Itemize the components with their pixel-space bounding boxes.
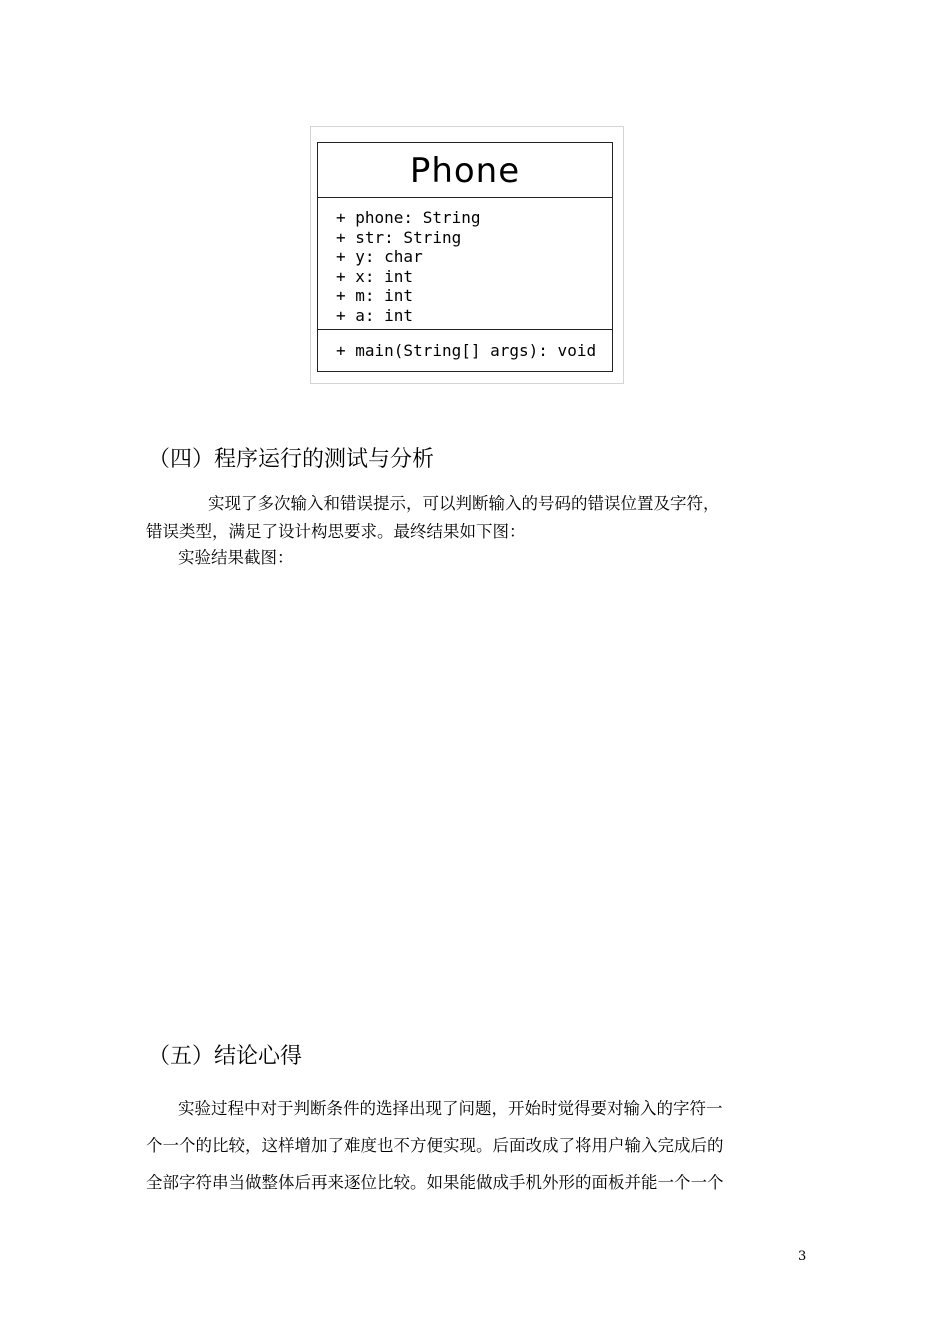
uml-attribute: + phone: String: [336, 208, 481, 227]
section-5-paragraph-line: 全部字符串当做整体后再来逐位比较。如果能做成手机外形的面板并能一个一个: [146, 1173, 724, 1192]
uml-attribute: + m: int: [336, 286, 414, 305]
uml-method: + main(String[] args): void: [336, 341, 597, 360]
section-4-paragraph-line: 实现了多次输入和错误提示，可以判断输入的号码的错误位置及字符，: [208, 494, 720, 513]
section-5-heading: （五）结论心得: [148, 1044, 303, 1069]
uml-class-box: [317, 142, 613, 372]
uml-attribute: + x: int: [336, 266, 414, 286]
uml-methods: [318, 330, 612, 361]
uml-class-diagram: [310, 126, 624, 384]
section-5-paragraph-line: 实验过程中对于判断条件的选择出现了问题，开始时觉得要对输入的字符一: [178, 1099, 723, 1118]
screenshot-caption: 实验结果截图：: [178, 548, 294, 567]
section-4-heading: （四）程序运行的测试与分析: [148, 447, 435, 472]
uml-attribute: + a: int: [336, 305, 414, 325]
uml-attribute: + y: char: [336, 247, 423, 266]
section-4-paragraph-line: 错误类型，满足了设计构思要求。最终结果如下图：: [146, 522, 526, 541]
section-5-paragraph-line: 个一个的比较，这样增加了难度也不方便实现。后面改成了将用户输入完成后的: [146, 1136, 724, 1155]
page-number: 3: [798, 1249, 807, 1264]
uml-attribute: + str: String: [336, 227, 462, 247]
uml-attributes: [318, 198, 612, 330]
uml-class-name: Phone: [318, 143, 612, 198]
